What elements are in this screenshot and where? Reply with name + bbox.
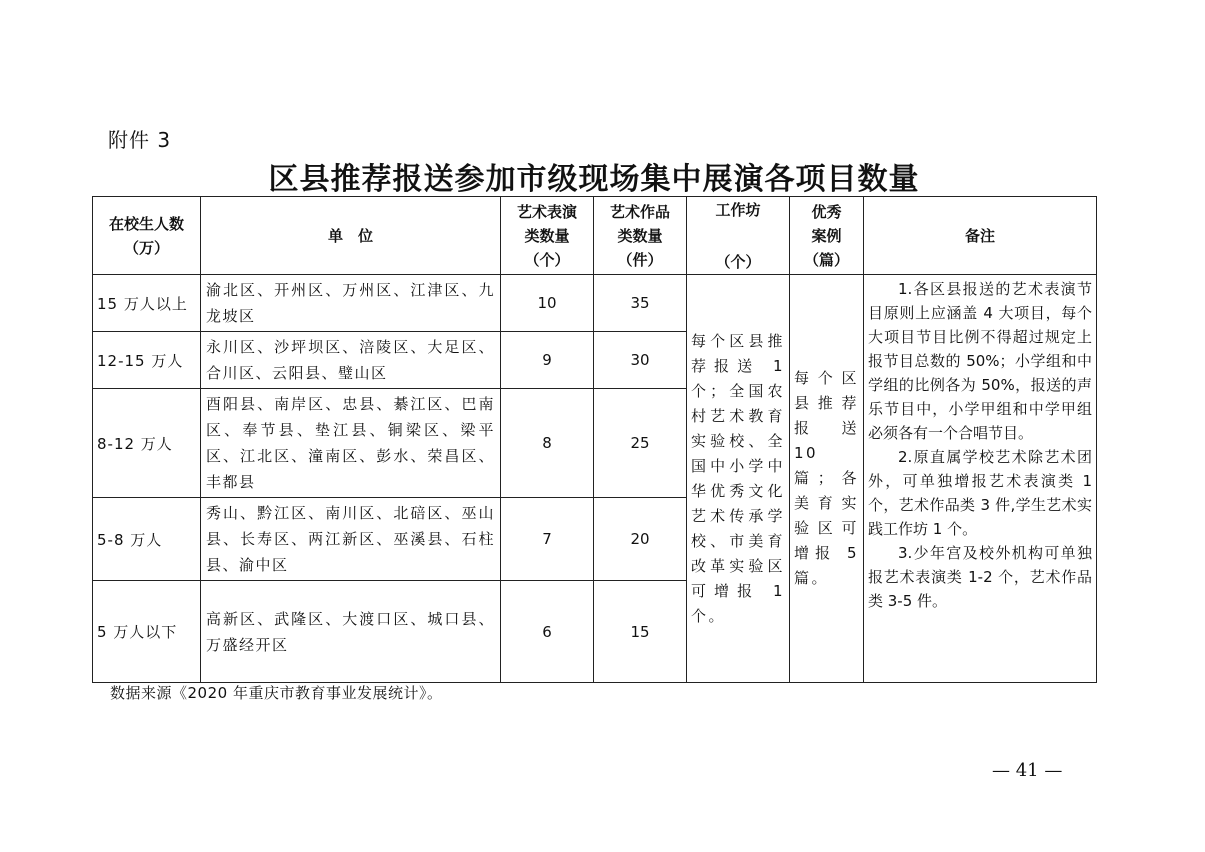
- works-count: 35: [594, 275, 687, 332]
- works-count: 25: [594, 389, 687, 498]
- header-students-line2: （万）: [123, 238, 169, 257]
- page-title: 区县推荐报送参加市级现场集中展演各项目数量: [268, 162, 920, 197]
- header-workshop-line1: 工作坊: [715, 200, 761, 219]
- units-cell: 永川区、沙坪坝区、涪陵区、大足区、合川区、云阳县、璧山区: [201, 332, 501, 389]
- students-cell: 8-12 万人: [93, 389, 201, 498]
- header-workshop-line2: （个）: [715, 252, 761, 271]
- note-item: 2.原直属学校艺术除艺术团外，可单独增报艺术表演类 1 个，艺术作品类 3 件,学生艺术实践工作坊 1 个。: [868, 448, 1092, 538]
- header-students: [93, 197, 201, 275]
- units-cell: 秀山、黔江区、南川区、北碚区、巫山县、长寿区、两江新区、巫溪县、石柱县、渝中区: [201, 498, 501, 581]
- header-performance: [501, 197, 594, 275]
- header-works-line2: 类数量: [617, 226, 663, 245]
- header-cases-line2: 案例: [811, 226, 842, 245]
- units-cell: 渝北区、开州区、万州区、江津区、九龙坡区: [201, 275, 501, 332]
- workshop-cell: 每个区县推荐报送 1 个；全国农村艺术教育实验校、全国中小学中华优秀文化艺术传承学校、市美育改革实验区可增报 1 个。: [687, 275, 790, 683]
- notes-cell: [864, 275, 1097, 683]
- header-cases-line1: 优秀: [811, 202, 842, 221]
- note-item: 3.少年宫及校外机构可单独报艺术表演类 1-2 个，艺术作品类 3-5 件。: [868, 544, 1092, 610]
- performance-count: 6: [501, 581, 594, 683]
- header-students-line1: 在校生人数: [108, 214, 184, 233]
- units-cell: 高新区、武隆区、大渡口区、城口县、万盛经开区: [201, 581, 501, 683]
- header-works-line3: （件）: [617, 250, 663, 269]
- performance-count: 7: [501, 498, 594, 581]
- header-performance-line2: 类数量: [524, 226, 570, 245]
- performance-count: 10: [501, 275, 594, 332]
- page-number: — 41 —: [992, 760, 1063, 781]
- students-cell: 15 万人以上: [93, 275, 201, 332]
- header-notes: 备注: [864, 197, 1097, 275]
- table-row: [93, 275, 1097, 332]
- attachment-label: 附件 3: [108, 128, 172, 152]
- data-source-note: 数据来源《2020 年重庆市教育事业发展统计》。: [110, 684, 443, 702]
- header-performance-line3: （个）: [524, 250, 570, 269]
- performance-count: 9: [501, 332, 594, 389]
- performance-count: 8: [501, 389, 594, 498]
- units-cell: 酉阳县、南岸区、忠县、綦江区、巴南区、奉节县、垫江县、铜梁区、梁平区、江北区、潼南区、彭水、荣昌区、丰都县: [201, 389, 501, 498]
- note-item: 1.各区县报送的艺术表演节目原则上应涵盖 4 大项目，每个大项目节目比例不得超过规定上报节目总数的 50%；小学组和中学组的比例各为 50%，报送的声乐节目中，小学甲组和中学甲组必须各有一个合唱节目。: [868, 280, 1092, 442]
- header-workshop: [687, 197, 790, 275]
- works-count: 30: [594, 332, 687, 389]
- header-works-line1: 艺术作品: [609, 202, 670, 221]
- header-row: [93, 197, 1097, 275]
- header-works: [594, 197, 687, 275]
- students-cell: 5 万人以下: [93, 581, 201, 683]
- header-unit: 单 位: [201, 197, 501, 275]
- students-cell: 5-8 万人: [93, 498, 201, 581]
- header-performance-line1: 艺术表演: [516, 202, 577, 221]
- works-count: 15: [594, 581, 687, 683]
- header-cases-line3: （篇）: [803, 250, 849, 269]
- cases-cell: 每个区县推荐报送 10 篇；各美育实验区可增报 5 篇。: [790, 275, 864, 683]
- students-cell: 12-15 万人: [93, 332, 201, 389]
- quota-table: [92, 196, 1097, 683]
- works-count: 20: [594, 498, 687, 581]
- header-cases: [790, 197, 864, 275]
